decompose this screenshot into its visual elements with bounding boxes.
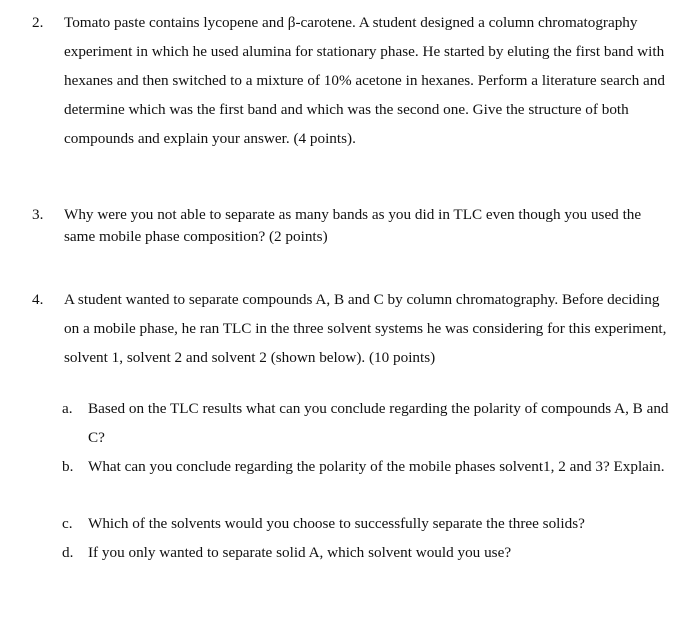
question-number: 3. <box>32 206 44 223</box>
subpart-letter: c. <box>62 515 73 532</box>
subpart-letter: b. <box>62 458 74 475</box>
subpart-text: What can you conclude regarding the polarity of the mobile phases solvent1, 2 and 3? Explain. <box>88 458 665 475</box>
subpart-text: Which of the solvents would you choose to successfully separate the three solids? <box>88 515 585 532</box>
subpart-text: Based on the TLC results what can you conclude regarding the polarity of compounds A, B and C? <box>88 400 669 446</box>
question-number: 2. <box>32 14 44 31</box>
question-number: 4. <box>32 291 44 308</box>
question-text: Tomato paste contains lycopene and β-carotene. A student designed a column chromatography experiment in which he used alumina for stationary phase. He started by eluting the first band with hexanes and then switched to a mixture of 10% acetone in hexanes. Perform a literature search and determine which was the first band and which was the second one. Give the structure of both compounds and explain your answer. (4 points). <box>64 14 665 147</box>
question-text: A student wanted to separate compounds A, B and C by column chromatography. Before deciding on a mobile phase, he ran TLC in the three solvent systems he was considering for this experiment, solvent 1, solvent 2 and solvent 2 (shown below). (10 points) <box>64 291 667 366</box>
subpart-letter: d. <box>62 544 74 561</box>
question-text: Why were you not able to separate as many bands as you did in TLC even though you used the same mobile phase composition? (2 points) <box>64 206 642 245</box>
subpart-text: If you only wanted to separate solid A, which solvent would you use? <box>88 544 512 561</box>
subpart-letter: a. <box>62 400 73 417</box>
